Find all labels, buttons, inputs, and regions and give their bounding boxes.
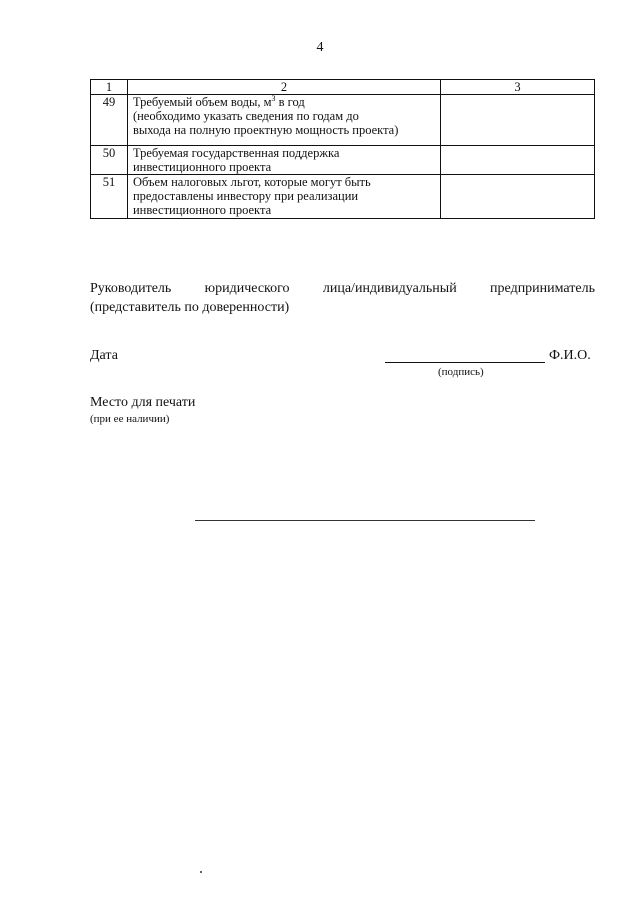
- row-value: [441, 175, 595, 219]
- table-header-cell: 3: [441, 80, 595, 95]
- page-number: 4: [316, 40, 324, 55]
- row-description-line: инвестиционного проекта: [132, 160, 272, 174]
- scan-dot: [200, 871, 202, 873]
- table-row: [91, 95, 595, 146]
- row-description-line: предоставлены инвестору при реализации: [132, 189, 359, 203]
- row-description-line: Требуемая государственная поддержка: [132, 146, 340, 160]
- fio-label: Ф.И.О.: [549, 348, 591, 363]
- signer-word: лица/индивидуальный: [322, 281, 457, 296]
- signer-word: юридического: [204, 281, 290, 296]
- row-description: [127, 175, 440, 219]
- signer-representative-line: (представитель по доверенности): [90, 300, 290, 315]
- superscript: 3: [271, 93, 276, 103]
- stamp-note: (при ее наличии): [90, 413, 170, 425]
- row-text: Требуемый объем воды, м: [132, 95, 272, 109]
- table-header-cell: 2: [127, 80, 440, 95]
- signer-title-line: [90, 279, 595, 298]
- row-number: 51: [91, 175, 128, 219]
- date-label: Дата: [90, 348, 118, 363]
- stamp-label: Место для печати: [90, 395, 196, 410]
- row-number: 50: [91, 146, 128, 175]
- row-value: [441, 95, 595, 146]
- table-header-row: [91, 80, 595, 95]
- table-row: [91, 175, 595, 219]
- row-description-line: выхода на полную проектную мощность проекта): [132, 123, 399, 137]
- table-header-cell: 1: [91, 80, 128, 95]
- row-description: [127, 146, 440, 175]
- row-description-line: (необходимо указать сведения по годам до: [132, 109, 359, 123]
- signature-line: [385, 362, 545, 363]
- table-row: [91, 146, 595, 175]
- row-text: в год: [275, 95, 305, 109]
- row-description: [127, 95, 440, 146]
- signer-word: Руководитель: [90, 281, 172, 296]
- row-description-line: Объем налоговых льгот, которые могут быть: [132, 175, 371, 189]
- signature-caption: (подпись): [438, 366, 484, 378]
- row-number: 49: [91, 95, 128, 146]
- signer-block: [90, 279, 595, 317]
- row-value: [441, 146, 595, 175]
- row-description-line: инвестиционного проекта: [132, 203, 272, 217]
- signer-word: предприниматель: [490, 281, 595, 296]
- row-description-line: [133, 95, 435, 109]
- separator-line: [195, 520, 535, 521]
- data-table: [90, 79, 595, 219]
